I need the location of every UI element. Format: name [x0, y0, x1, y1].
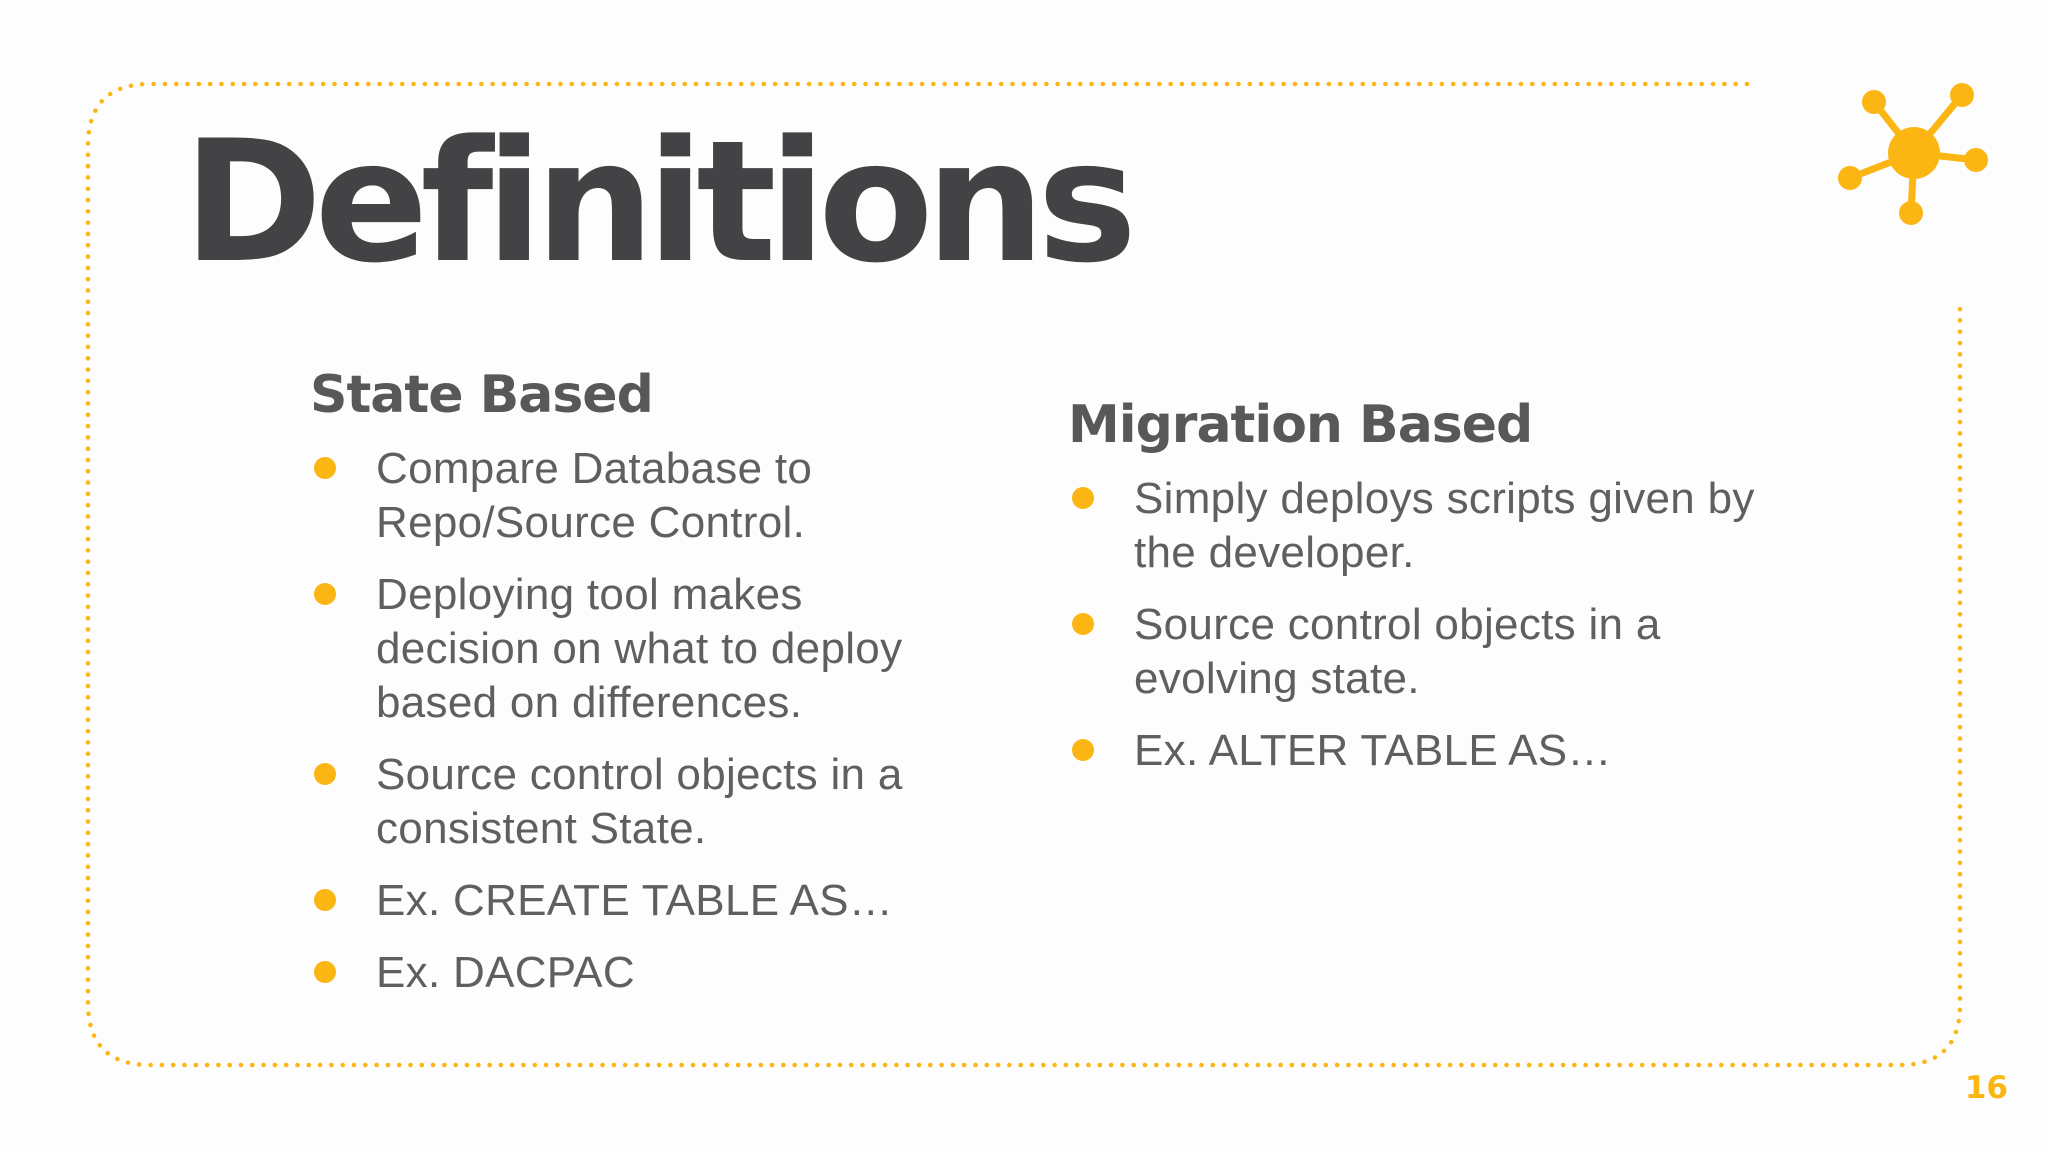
bullet-line: the developer.	[1134, 528, 1415, 577]
bullet-dot-icon	[314, 763, 336, 785]
bullet-line: Simply deploys scripts given by	[1134, 474, 1755, 523]
migration-based-column	[1068, 392, 1828, 775]
state-based-heading: State Based	[310, 365, 653, 425]
bullet-line: Source control objects in a	[376, 750, 903, 799]
bullet-line: decision on what to deploy	[376, 624, 903, 673]
bullet-line: Source control objects in a	[1134, 600, 1661, 649]
migration-based-heading: Migration Based	[1068, 395, 1533, 455]
bullet-dot-icon	[1072, 487, 1094, 509]
bullet-dot-icon	[1072, 613, 1094, 635]
page-number: 16	[1964, 1070, 2008, 1106]
bullet-dot-icon	[1072, 739, 1094, 761]
bullet-dot-icon	[314, 583, 336, 605]
bullet-line: Ex. DACPAC	[376, 948, 635, 997]
bullet-line: Ex. CREATE TABLE AS…	[376, 876, 894, 925]
bullet-line: Repo/Source Control.	[376, 498, 806, 547]
bullet-line: consistent State.	[376, 804, 707, 853]
state-based-column	[310, 362, 970, 997]
network-hub-icon	[1825, 75, 2005, 235]
bullet-line: Ex. ALTER TABLE AS…	[1134, 726, 1612, 775]
bullet-dot-icon	[314, 889, 336, 911]
bullet-dot-icon	[314, 961, 336, 983]
slide-title: Definitions	[183, 104, 1130, 300]
bullet-line: Deploying tool makes	[376, 570, 803, 619]
bullet-line: based on differences.	[376, 678, 803, 727]
bullet-line: evolving state.	[1134, 654, 1420, 703]
bullet-line: Compare Database to	[376, 444, 813, 493]
bullet-dot-icon	[314, 457, 336, 479]
